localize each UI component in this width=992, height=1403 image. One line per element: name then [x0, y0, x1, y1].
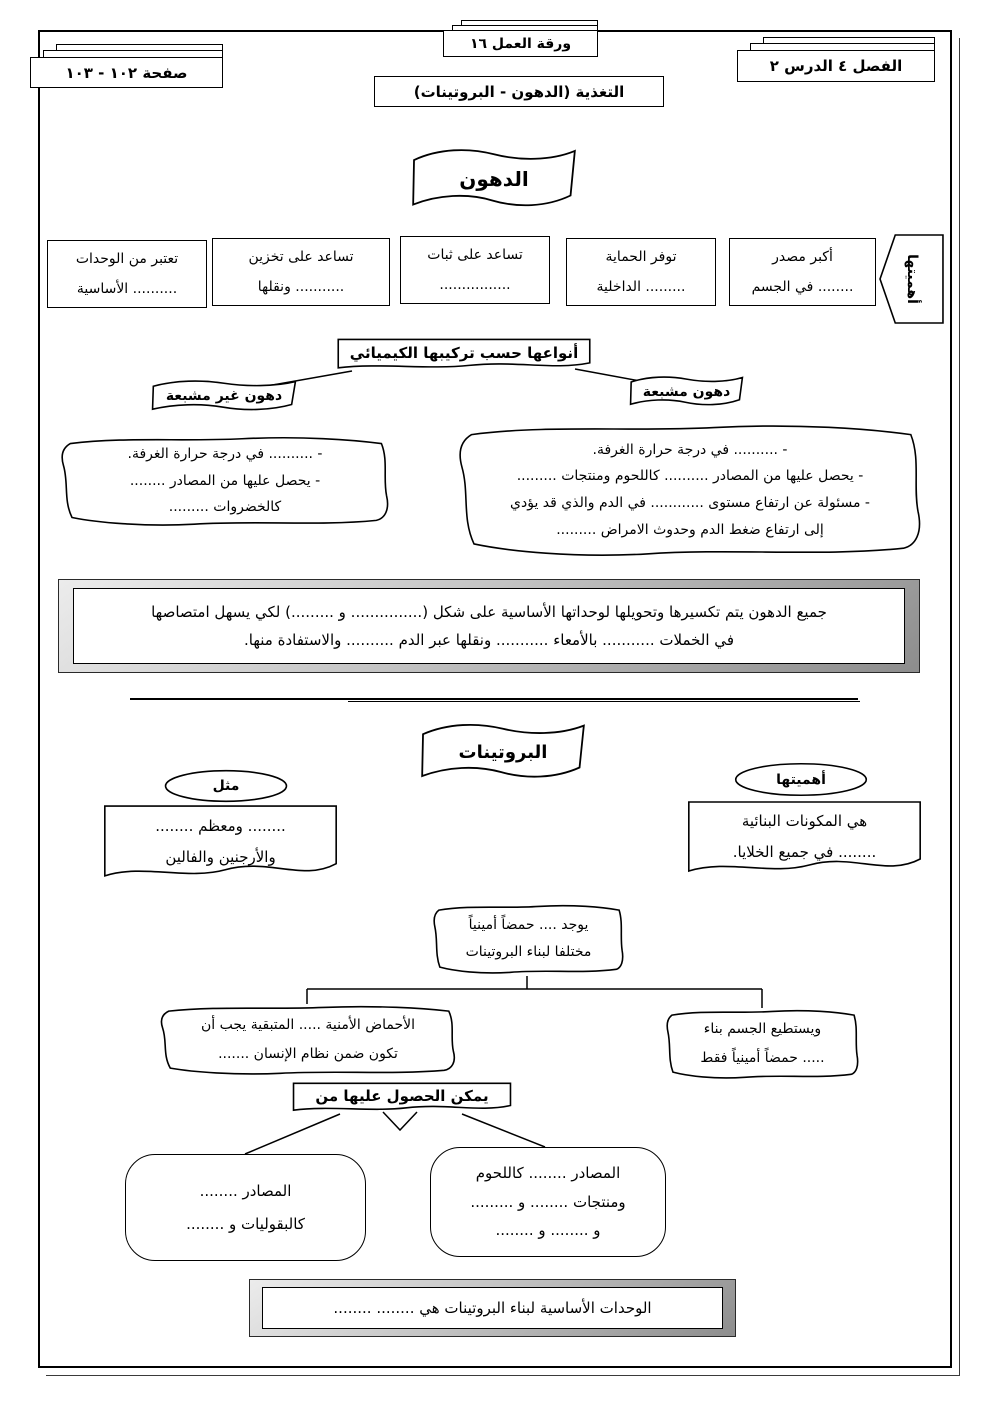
text-line: ......... الداخلية — [596, 279, 686, 295]
unsaturated-details-box — [55, 433, 395, 529]
text-line: الأحماض الأمنية ..... المتبقية يجب أن — [201, 1017, 416, 1034]
subject-title: التغذية (الدهون - البروتينات) — [374, 76, 664, 107]
text-line: والأرجنين والفالين — [165, 847, 276, 866]
protein-importance-label: أهميتها — [776, 771, 826, 788]
plant-sources-box — [125, 1154, 366, 1261]
text-line: ........ في جميع الخلايا. — [732, 843, 877, 861]
text-line: مختلفا لبناء البروتينات — [465, 944, 592, 960]
page-number-label: صفحة ١٠٢ - ١٠٣ — [30, 57, 223, 88]
text-line: كالخضروات ......... — [168, 499, 282, 516]
fats-banner — [408, 146, 580, 212]
text-line: أكبر مصدر — [772, 248, 833, 265]
lesson-label: الفصل ٤ الدرس ٢ — [737, 50, 935, 82]
animal-sources-box — [430, 1147, 666, 1257]
essential-amino-box — [155, 1003, 461, 1077]
text-line: ........ ومعظم ........ — [155, 816, 286, 835]
page-number-box — [30, 57, 223, 88]
text-line: في الخملات ........... بالأمعاء ........... ونقلها عبر الدم .......... والاستفادة منها. — [244, 631, 734, 649]
text-line: هي المكونات البنائية — [741, 812, 868, 831]
protein-importance-oval — [733, 762, 869, 797]
text-line: توفر الحماية — [605, 248, 677, 265]
section-divider-shadow — [348, 701, 860, 702]
unsaturated-fats-label — [148, 379, 300, 413]
fats-importance-label: أهميتها — [903, 254, 920, 304]
fat-importance-box — [212, 238, 390, 306]
fat-importance-box — [729, 238, 876, 306]
text-line: ................ — [439, 277, 511, 293]
saturated-fats-text: دهون مشبعة — [642, 383, 731, 400]
text-line: الوحدات الأساسية لبناء البروتينات هي ........ ........ — [333, 1299, 652, 1317]
fat-types-banner-label: أنواعها حسب تركيبها الكيميائي — [349, 343, 579, 362]
worksheet-title: ورقة العمل ١٦ — [443, 30, 598, 57]
text-line: تعتبر من الوحدات — [75, 250, 179, 267]
proteins-banner-label: البروتينات — [458, 741, 548, 763]
text-line: ........ في الجسم — [751, 279, 854, 295]
fat-importance-box — [566, 238, 716, 306]
fats-importance-arrow — [878, 233, 945, 325]
fat-types-banner — [333, 337, 595, 374]
protein-example-box — [100, 800, 341, 891]
text-line: - .......... في درجة حرارة الغرفة. — [592, 441, 788, 458]
proteins-banner — [417, 721, 589, 783]
text-line: جميع الدهون يتم تكسيرها وتحويلها لوحداتها الأساسية على شكل (............... و .........) لكي يسهل امتصاصها — [151, 602, 827, 621]
protein-example-oval — [163, 769, 289, 803]
text-line: المصادر ........ — [199, 1182, 292, 1201]
text-line: - يحصل عليها من المصادر .......... كاللحوم ومنتجات ......... — [516, 468, 864, 485]
text-line: ..... حمضاً أمينياً فقط — [700, 1050, 825, 1066]
unsaturated-fats-text: دهون غير مشبعة — [165, 388, 283, 404]
text-line: ........... ونقلها — [257, 279, 345, 295]
fat-importance-box — [47, 240, 207, 308]
text-line: تكون ضمن نظام الإنسان ....... — [218, 1046, 398, 1062]
text-line: - يحصل عليها من المصادر ........ — [129, 472, 321, 489]
text-line: ويستطيع الجسم بناء — [703, 1021, 822, 1038]
amino-count-box — [430, 902, 627, 976]
proteins-summary-box — [249, 1279, 736, 1337]
text-line: - مسئولة عن ارتفاع مستوى ............ في الدم والذي قد يؤدي — [510, 495, 870, 511]
lesson-box — [737, 50, 935, 82]
text-line: و ........ و ........ — [495, 1221, 601, 1240]
protein-importance-box — [684, 796, 925, 886]
protein-example-label: مثل — [212, 778, 240, 794]
text-line: .......... الأساسية — [76, 281, 178, 297]
protein-sources-label: يمكن الحصول عليها من — [315, 1087, 489, 1105]
saturated-details-box — [450, 419, 930, 561]
text-line: المصادر ........ كاللحوم — [475, 1164, 621, 1183]
fats-banner-label: الدهون — [459, 167, 529, 191]
worksheet-title-box — [443, 30, 598, 57]
protein-sources-banner — [289, 1081, 515, 1116]
text-line: - .......... في درجة حرارة الغرفة. — [127, 446, 323, 463]
fats-summary-box — [58, 579, 920, 673]
fat-importance-box — [400, 236, 550, 304]
text-line: يوجد .... حمضاً أمينياً — [468, 917, 589, 934]
text-line: ومنتجات ........ و ......... — [470, 1192, 626, 1211]
body-build-box — [663, 1007, 862, 1081]
saturated-fats-label — [627, 375, 746, 408]
text-line: تساعد على تخزين — [248, 248, 354, 265]
section-divider — [130, 698, 858, 700]
text-line: إلى ارتفاع ضغط الدم وحدوث الامراض ......... — [556, 521, 824, 538]
text-line: كالبقوليات و ........ — [186, 1214, 305, 1233]
text-line: تساعد على ثبات — [427, 246, 523, 263]
